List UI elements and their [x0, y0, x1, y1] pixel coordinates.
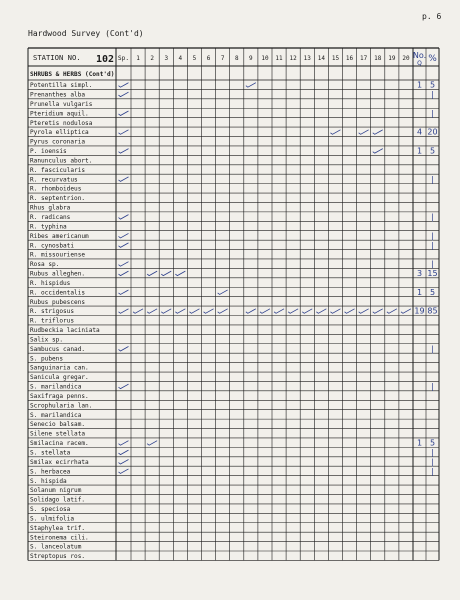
percent-value: | [431, 90, 434, 100]
species-name: R. recurvatus [30, 176, 78, 184]
no-column-header: No. [412, 51, 427, 60]
station-check-mark [316, 309, 326, 314]
station-label: STATION NO. [33, 53, 81, 62]
sheet-title: Hardwood Survey (Cont'd) [28, 29, 144, 38]
station-check-mark [161, 309, 171, 314]
percent-value: | [431, 259, 434, 269]
percent-value: | [431, 212, 434, 222]
sp-check-mark [119, 149, 129, 154]
sp-check-mark [119, 309, 129, 314]
station-check-mark [401, 309, 411, 314]
percent-value: | [431, 466, 434, 476]
station-check-mark [387, 309, 397, 314]
no-column-subheader: Q [417, 60, 422, 67]
sp-check-mark [119, 130, 129, 135]
station-check-mark [218, 290, 228, 295]
station-column-header: 6 [206, 55, 211, 62]
species-name: Pyrola elliptica [30, 129, 89, 137]
sp-check-mark [119, 384, 129, 389]
species-name: S. speciosa [30, 506, 71, 514]
station-check-mark [330, 130, 340, 135]
species-name: Streptopus ros. [30, 553, 86, 561]
species-name: Solanum nigrum [30, 487, 82, 495]
percent-value: 20 [427, 127, 438, 137]
station-column-header: 1 [136, 55, 140, 62]
species-name: R. occidentalis [30, 289, 86, 297]
station-check-mark [161, 271, 171, 276]
station-column-header: 5 [192, 55, 197, 62]
species-name: Rudbeckia laciniata [30, 327, 100, 335]
station-column-header: 4 [178, 55, 183, 62]
percent-value: 5 [429, 146, 436, 156]
sp-check-mark [119, 92, 129, 97]
station-check-mark [373, 309, 383, 314]
station-check-mark [147, 441, 157, 446]
species-name: R. septentrion. [30, 195, 86, 203]
species-name: R. triflorus [30, 317, 75, 325]
species-name: Rubus pubescens [30, 298, 86, 306]
species-name: Sanicula gregar. [30, 374, 89, 382]
station-check-mark [133, 309, 143, 314]
station-column-header: 20 [402, 55, 410, 62]
sp-check-mark [119, 346, 129, 351]
species-name: Prenanthes alba [30, 91, 86, 99]
percent-value: 85 [427, 306, 438, 316]
species-name: Senecio balsam. [30, 421, 86, 429]
count-value: 3 [416, 269, 423, 279]
percent-value: 5 [429, 287, 436, 297]
species-name: R. typhina [30, 223, 67, 231]
species-name: S. stellata [30, 449, 71, 457]
species-name: Rubus alleghen. [30, 270, 86, 278]
species-name: Salix sp. [30, 336, 64, 344]
species-name: Sanguinaria can. [30, 364, 89, 372]
station-column-header: 17 [360, 55, 368, 62]
station-check-mark [330, 309, 340, 314]
species-name: Rhus glabra [30, 204, 71, 212]
species-name: R. cynosbati [30, 242, 75, 250]
station-column-header: 16 [345, 55, 354, 62]
station-check-mark [246, 83, 256, 88]
station-column-header: 8 [234, 55, 239, 62]
species-name: Staphylea trif. [30, 524, 86, 532]
station-column-header: 15 [331, 55, 340, 62]
species-name: Saxifraga penns. [30, 392, 89, 400]
count-value: 1 [416, 438, 423, 448]
sp-check-mark [119, 215, 129, 220]
station-column-header: 3 [164, 55, 169, 62]
species-name: R. hispidus [30, 279, 71, 287]
percent-value: 5 [429, 438, 436, 448]
species-name: R. missouriense [30, 251, 86, 259]
station-column-header: 12 [289, 55, 297, 62]
station-check-mark [373, 149, 383, 154]
sp-check-mark [119, 271, 129, 276]
sp-check-mark [119, 177, 129, 182]
sp-check-mark [119, 243, 129, 248]
station-column-header: 2 [150, 55, 154, 62]
sp-column-header: Sp. [117, 55, 130, 62]
percent-value: | [431, 108, 434, 118]
species-name: Ranunculus abort. [30, 157, 93, 165]
species-name: S. hispida [30, 477, 67, 485]
count-value: 1 [416, 80, 423, 90]
species-name: Rosa sp. [30, 261, 60, 269]
species-name: S. herbacea [30, 468, 71, 476]
station-column-header: 9 [249, 55, 253, 62]
count-value: 1 [416, 146, 423, 156]
station-check-mark [260, 309, 270, 314]
species-name: S. lanceolatum [30, 543, 82, 551]
species-name: R. radicans [30, 214, 71, 221]
station-check-mark [218, 309, 228, 314]
percent-value: | [431, 344, 434, 354]
species-name: Pteretis nodulosa [30, 119, 93, 127]
count-value: 4 [416, 127, 423, 137]
species-name: S. pubens [30, 355, 64, 363]
sp-check-mark [119, 441, 129, 446]
sp-check-mark [119, 450, 129, 455]
percent-value: | [431, 240, 434, 250]
species-name: S. marilandica [30, 411, 82, 419]
station-check-mark [274, 309, 284, 314]
station-column-header: 10 [261, 55, 269, 62]
percent-value: 5 [429, 80, 436, 90]
pct-column-header: % [428, 54, 437, 64]
sp-check-mark [119, 262, 129, 267]
station-check-mark [359, 309, 369, 314]
species-name: Smilax ecirrhata [30, 458, 89, 466]
species-name: R. fascicularis [30, 166, 86, 174]
species-name: R. strigosus [30, 308, 75, 316]
sp-check-mark [119, 111, 129, 116]
percent-value: 15 [427, 269, 438, 279]
species-name: R. rhomboideus [30, 185, 82, 193]
count-value: 19 [414, 306, 425, 316]
station-check-mark [147, 309, 157, 314]
percent-value: | [431, 457, 434, 467]
station-column-header: 11 [275, 55, 283, 62]
percent-value: | [431, 382, 434, 392]
species-name: Pyrus coronaria [30, 138, 86, 146]
species-name: Pteridium aquil. [30, 110, 89, 118]
station-check-mark [175, 271, 185, 276]
percent-value: | [431, 174, 434, 184]
sp-check-mark [119, 233, 129, 238]
station-column-header: 19 [388, 55, 396, 62]
species-name: Solidago latif. [30, 496, 86, 504]
station-check-mark [288, 309, 298, 314]
species-name: Prunella vulgaris [30, 100, 93, 108]
station-column-header: 13 [303, 55, 311, 62]
species-name: S. marilandica [30, 383, 82, 391]
species-name: S. ulmifolia [30, 515, 75, 523]
station-check-mark [175, 309, 185, 314]
page-number: p. 6 [422, 12, 442, 21]
sp-check-mark [119, 83, 129, 88]
percent-value: | [431, 231, 434, 241]
species-name: P. ioensis [30, 148, 67, 156]
station-check-mark [373, 130, 383, 135]
sp-check-mark [119, 290, 129, 295]
section-label: SHRUBS & HERBS (Cont'd) [30, 71, 115, 78]
percent-value: | [431, 448, 434, 457]
species-name: Potentilla simpl. [30, 82, 93, 90]
count-value: 1 [416, 287, 423, 297]
species-name: Scrophularia lan. [30, 402, 93, 410]
species-name: Sambucus canad. [30, 345, 86, 353]
station-check-mark [147, 271, 157, 276]
station-check-mark [246, 309, 256, 314]
station-column-header: 18 [374, 55, 382, 62]
station-check-mark [359, 130, 369, 135]
station-check-mark [189, 309, 199, 314]
species-name: Silene stellata [30, 430, 86, 438]
station-column-header: 7 [220, 55, 225, 62]
sp-check-mark [119, 469, 129, 474]
station-check-mark [302, 309, 312, 314]
station-check-mark [204, 309, 214, 314]
species-name: Ribes americanum [30, 232, 89, 240]
station-check-mark [345, 309, 355, 314]
sp-check-mark [119, 460, 129, 465]
station-column-header: 14 [317, 55, 325, 62]
species-name: Steironema cili. [30, 534, 89, 542]
station-number: 102 [96, 54, 115, 65]
species-name: Smilacina racem. [30, 440, 89, 448]
